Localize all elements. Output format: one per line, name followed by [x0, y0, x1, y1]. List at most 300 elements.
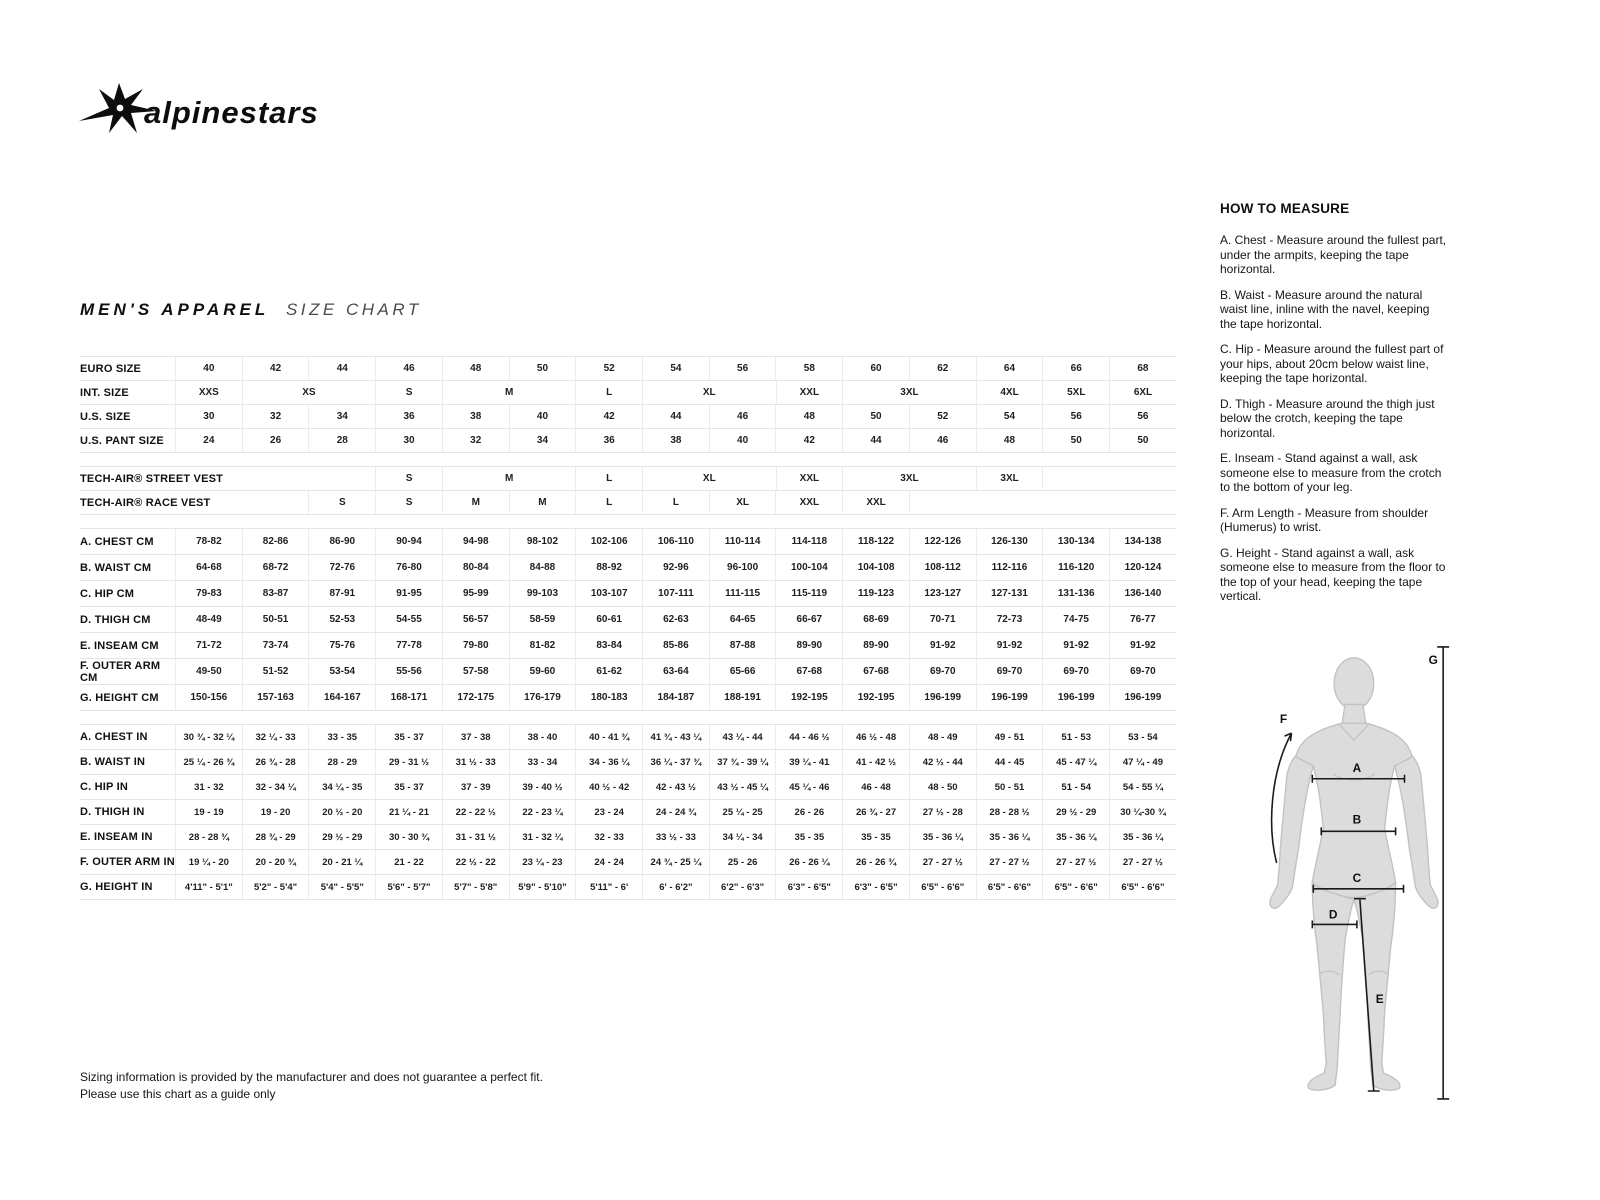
- size-cell: 42: [242, 357, 309, 380]
- title-primary: MEN'S APPAREL: [80, 300, 270, 319]
- size-cell: 37 - 39: [442, 775, 509, 799]
- size-cell: 36: [375, 405, 442, 428]
- size-cell: 53 - 54: [1109, 725, 1176, 749]
- size-cell: 60-61: [575, 607, 642, 632]
- size-cell: XXL: [776, 467, 843, 490]
- size-cell: 103-107: [575, 581, 642, 606]
- size-cell: 44: [642, 405, 709, 428]
- size-cell: 5'6" - 5'7": [375, 875, 442, 899]
- size-cell: 23 - 24: [575, 800, 642, 824]
- size-cell: 73-74: [242, 633, 309, 658]
- size-cell: 51 - 53: [1042, 725, 1109, 749]
- size-cell: 36: [575, 429, 642, 452]
- size-cell: L: [642, 491, 709, 514]
- size-cell: 32: [442, 429, 509, 452]
- size-cell: S: [375, 467, 442, 490]
- size-cell: 64-68: [175, 555, 242, 580]
- size-cell: 67-68: [842, 659, 909, 684]
- size-cell: 21 - 22: [375, 850, 442, 874]
- size-cell: 33 - 35: [308, 725, 375, 749]
- label-thigh: D: [1328, 907, 1338, 922]
- label-waist: B: [1352, 812, 1362, 827]
- size-cell: 42: [575, 405, 642, 428]
- size-cell: 35 - 35: [842, 825, 909, 849]
- size-cell: 25 - 26: [709, 850, 776, 874]
- measure-item: B. Waist - Measure around the natural waist line, inline with the navel, keeping the tape horizontal.: [1220, 287, 1430, 331]
- size-cell: 27 ½ - 28: [909, 800, 976, 824]
- size-cell: 87-91: [308, 581, 375, 606]
- size-cell: 114-118: [775, 529, 842, 554]
- row-label: D. THIGH IN: [80, 806, 145, 818]
- size-cell: 92-96: [642, 555, 709, 580]
- size-cell: 130-134: [1042, 529, 1109, 554]
- size-cell: 31 ½ - 33: [442, 750, 509, 774]
- size-cell: M: [442, 491, 509, 514]
- table-row: [80, 357, 1176, 381]
- size-cell: 27 - 27 ½: [909, 850, 976, 874]
- size-cell: 6'5" - 6'6": [909, 875, 976, 899]
- size-cell: 44: [308, 357, 375, 380]
- size-cell: M: [442, 381, 575, 404]
- size-cell: XXS: [175, 381, 242, 404]
- size-cell: 122-126: [909, 529, 976, 554]
- size-cell: 67-68: [775, 659, 842, 684]
- measure-item: C. Hip - Measure around the fullest part of your hips, about 20cm below waist line, keeping the tape horizontal.: [1220, 342, 1444, 385]
- size-cell: 35 - 35: [775, 825, 842, 849]
- size-cell: 26 - 26: [775, 800, 842, 824]
- size-cell: 5'7" - 5'8": [442, 875, 509, 899]
- size-cell: 80-84: [442, 555, 509, 580]
- size-cell: 29 - 31 ½: [375, 750, 442, 774]
- size-cell: 99-103: [509, 581, 576, 606]
- table-row: [80, 555, 1176, 581]
- size-cell: 50: [509, 357, 576, 380]
- size-cell: 35 - 36 ¼: [1109, 825, 1176, 849]
- size-cell: 30 ¼-30 ¾: [1109, 800, 1176, 824]
- row-label: B. WAIST CM: [80, 561, 152, 574]
- size-cell: 6'2" - 6'3": [709, 875, 776, 899]
- size-cell: 43 ¼ - 44: [709, 725, 776, 749]
- size-cell: 53-54: [308, 659, 375, 684]
- size-cell: 20 - 21 ¼: [308, 850, 375, 874]
- size-cell: 35 - 36 ¼: [909, 825, 976, 849]
- size-cell: 28 - 28 ¾: [175, 825, 242, 849]
- table-row: [80, 429, 1176, 453]
- size-cell: 196-199: [909, 685, 976, 710]
- size-cell: 26 - 26 ¾: [842, 850, 909, 874]
- size-cell: 50-51: [242, 607, 309, 632]
- size-cell: XS: [242, 381, 375, 404]
- size-cell: 184-187: [642, 685, 709, 710]
- size-cell: 44 - 46 ½: [775, 725, 842, 749]
- size-cell: 72-76: [308, 555, 375, 580]
- size-cell: 40 ½ - 42: [575, 775, 642, 799]
- size-cell: [1042, 467, 1175, 490]
- table-row: [80, 875, 1176, 900]
- size-cell: 34: [308, 405, 375, 428]
- size-cell: 24 ¾ - 25 ¼: [642, 850, 709, 874]
- size-cell: 196-199: [1109, 685, 1176, 710]
- size-cell: 61-62: [575, 659, 642, 684]
- size-cell: 46 ½ - 48: [842, 725, 909, 749]
- size-cell: 123-127: [909, 581, 976, 606]
- size-cell: 89-90: [842, 633, 909, 658]
- size-cell: 68-69: [842, 607, 909, 632]
- size-cell: 28: [308, 429, 375, 452]
- size-cell: 192-195: [775, 685, 842, 710]
- size-cell: 24 - 24: [575, 850, 642, 874]
- size-cell: 33 - 34: [509, 750, 576, 774]
- size-cell: 83-84: [575, 633, 642, 658]
- size-cell: 54 - 55 ¼: [1109, 775, 1176, 799]
- size-cell: 56-57: [442, 607, 509, 632]
- table-section-sizes: [80, 356, 1176, 453]
- size-cell: 54: [976, 405, 1043, 428]
- size-cell: 30: [375, 429, 442, 452]
- size-cell: 69-70: [1109, 659, 1176, 684]
- size-cell: 45 - 47 ¼: [1042, 750, 1109, 774]
- row-label: TECH-AIR® RACE VEST: [80, 496, 211, 509]
- alpinestars-logo: [78, 80, 358, 142]
- size-cell: S: [375, 381, 442, 404]
- size-cell: 91-92: [1109, 633, 1176, 658]
- size-cell: 77-78: [375, 633, 442, 658]
- label-arm: F: [1279, 712, 1288, 727]
- row-label: F. OUTER ARM IN: [80, 856, 175, 868]
- size-cell: 36 ¼ - 37 ¾: [642, 750, 709, 774]
- size-cell: 26 ¾ - 28: [242, 750, 309, 774]
- measure-panel: [1220, 201, 1448, 615]
- size-cell: 68: [1109, 357, 1176, 380]
- label-inseam: E: [1375, 991, 1384, 1006]
- size-cell: 90-94: [375, 529, 442, 554]
- table-section-in: [80, 724, 1176, 900]
- size-cell: 3XL: [976, 467, 1043, 490]
- size-cell: 102-106: [575, 529, 642, 554]
- size-cell: 196-199: [976, 685, 1043, 710]
- size-cell: 89-90: [775, 633, 842, 658]
- size-cell: 126-130: [976, 529, 1043, 554]
- size-cell: 34 - 36 ¼: [575, 750, 642, 774]
- size-cell: 6'3" - 6'5": [775, 875, 842, 899]
- size-cell: 116-120: [1042, 555, 1109, 580]
- table-row: [80, 725, 1176, 750]
- row-label: A. CHEST CM: [80, 535, 154, 548]
- table-row: [80, 607, 1176, 633]
- size-cell: 69-70: [1042, 659, 1109, 684]
- size-cell: 72-73: [976, 607, 1043, 632]
- size-cell: 34 ¼ - 35: [308, 775, 375, 799]
- row-label: TECH-AIR® STREET VEST: [80, 472, 224, 485]
- size-cell: 46: [709, 405, 776, 428]
- measure-item: D. Thigh - Measure around the thigh just below the crotch, keeping the tape horizontal.: [1220, 396, 1435, 440]
- row-label: EURO SIZE: [80, 362, 142, 375]
- size-cell: 48: [442, 357, 509, 380]
- size-cell: 59-60: [509, 659, 576, 684]
- size-cell: 26 ¾ - 27: [842, 800, 909, 824]
- size-cell: 56: [1109, 405, 1176, 428]
- size-cell: 66: [1042, 357, 1109, 380]
- size-cell: 6XL: [1109, 381, 1176, 404]
- row-label: D. THIGH CM: [80, 613, 151, 626]
- size-cell: 28 ¾ - 29: [242, 825, 309, 849]
- size-cell: 62-63: [642, 607, 709, 632]
- size-cell: 104-108: [842, 555, 909, 580]
- size-cell: 85-86: [642, 633, 709, 658]
- table-section-tech_air: [80, 466, 1176, 515]
- size-cell: 50 - 51: [976, 775, 1043, 799]
- size-cell: 79-80: [442, 633, 509, 658]
- size-cell: 22 - 22 ½: [442, 800, 509, 824]
- logo-graphic: [78, 80, 358, 142]
- size-cell: 40: [509, 405, 576, 428]
- size-cell: 86-90: [308, 529, 375, 554]
- size-cell: 46: [909, 429, 976, 452]
- size-cell: 76-77: [1109, 607, 1176, 632]
- size-cell: 69-70: [909, 659, 976, 684]
- size-cell: 48: [976, 429, 1043, 452]
- size-cell: XXL: [776, 381, 843, 404]
- table-row: [80, 750, 1176, 775]
- table-row: [80, 581, 1176, 607]
- row-label: U.S. SIZE: [80, 410, 131, 423]
- row-label: B. WAIST IN: [80, 756, 146, 768]
- size-cell: 6'5" - 6'6": [1109, 875, 1176, 899]
- size-cell: M: [442, 467, 575, 490]
- size-cell: 98-102: [509, 529, 576, 554]
- size-cell: 3XL: [842, 381, 975, 404]
- size-cell: 94-98: [442, 529, 509, 554]
- table-row: [80, 529, 1176, 555]
- table-row: [80, 467, 1176, 491]
- size-cell: 150-156: [175, 685, 242, 710]
- size-cell: 4'11" - 5'1": [175, 875, 242, 899]
- size-cell: 107-111: [642, 581, 709, 606]
- table-row: [80, 775, 1176, 800]
- size-cell: 42: [775, 429, 842, 452]
- size-cell: 172-175: [442, 685, 509, 710]
- size-cell: 70-71: [909, 607, 976, 632]
- size-cell: XL: [642, 381, 775, 404]
- size-cell: 81-82: [509, 633, 576, 658]
- size-cell: 34: [509, 429, 576, 452]
- measure-heading: HOW TO MEASURE: [1220, 201, 1350, 216]
- measure-item: F. Arm Length - Measure from shoulder (Humerus) to wrist.: [1220, 505, 1429, 534]
- size-cell: 35 - 36 ¼: [976, 825, 1043, 849]
- size-cell: 131-136: [1042, 581, 1109, 606]
- size-cell: 30: [175, 405, 242, 428]
- size-cell: 64-65: [709, 607, 776, 632]
- size-cell: 91-92: [909, 633, 976, 658]
- footer-note: [80, 1069, 543, 1103]
- size-cell: 5'9" - 5'10": [509, 875, 576, 899]
- size-cell: 66-67: [775, 607, 842, 632]
- size-cell: S: [375, 491, 442, 514]
- size-cell: 26: [242, 429, 309, 452]
- size-cell: 52-53: [308, 607, 375, 632]
- size-cell: 31 - 32: [175, 775, 242, 799]
- row-label: G. HEIGHT CM: [80, 691, 159, 704]
- size-cell: 46 - 48: [842, 775, 909, 799]
- table-row: [80, 825, 1176, 850]
- size-cell: 6' - 6'2": [642, 875, 709, 899]
- size-cell: 48-49: [175, 607, 242, 632]
- size-cell: 29 ½ - 29: [1042, 800, 1109, 824]
- size-cell: 188-191: [709, 685, 776, 710]
- size-cell: 112-116: [976, 555, 1043, 580]
- size-cell: 26 - 26 ¼: [775, 850, 842, 874]
- measure-items: [1220, 233, 1448, 604]
- table-row: [80, 405, 1176, 429]
- size-cell: 58: [775, 357, 842, 380]
- size-cell: 56: [709, 357, 776, 380]
- size-cell: 51-52: [242, 659, 309, 684]
- size-cell: 39 ¼ - 41: [775, 750, 842, 774]
- size-cell: 22 ½ - 22: [442, 850, 509, 874]
- size-cell: 6'5" - 6'6": [1042, 875, 1109, 899]
- size-cell: 48 - 49: [909, 725, 976, 749]
- size-cell: 84-88: [509, 555, 576, 580]
- size-cell: 21 ¼ - 21: [375, 800, 442, 824]
- table-section-cm: [80, 528, 1176, 711]
- size-cell: 30 ¾ - 32 ¼: [175, 725, 242, 749]
- size-cell: 24 - 24 ¾: [642, 800, 709, 824]
- size-cell: 134-138: [1109, 529, 1176, 554]
- size-table: [80, 356, 1176, 913]
- size-cell: 22 - 23 ¼: [509, 800, 576, 824]
- size-cell: 42 ½ - 44: [909, 750, 976, 774]
- size-cell: 68-72: [242, 555, 309, 580]
- size-cell: 35 - 37: [375, 775, 442, 799]
- size-cell: 196-199: [1042, 685, 1109, 710]
- size-cell: 51 - 54: [1042, 775, 1109, 799]
- size-cell: L: [575, 381, 642, 404]
- size-cell: 118-122: [842, 529, 909, 554]
- size-cell: 42 - 43 ½: [642, 775, 709, 799]
- size-cell: 62: [909, 357, 976, 380]
- size-cell: 40 - 41 ¾: [575, 725, 642, 749]
- size-cell: 91-92: [1042, 633, 1109, 658]
- row-label: INT. SIZE: [80, 386, 129, 399]
- measure-item: A. Chest - Measure around the fullest part, under the armpits, keeping the tape horizontal.: [1220, 233, 1447, 276]
- size-cell: 39 - 40 ½: [509, 775, 576, 799]
- size-cell: 54-55: [375, 607, 442, 632]
- size-cell: 5'11" - 6': [575, 875, 642, 899]
- size-cell: 3XL: [842, 467, 975, 490]
- size-cell: 44: [842, 429, 909, 452]
- table-row: [80, 491, 1176, 515]
- row-label: F. OUTER ARM CM: [80, 659, 161, 684]
- size-cell: 64: [976, 357, 1043, 380]
- size-cell: 20 ½ - 20: [308, 800, 375, 824]
- label-chest: A: [1352, 760, 1362, 775]
- size-cell: 50: [1109, 429, 1176, 452]
- size-cell: 60: [842, 357, 909, 380]
- size-cell: 106-110: [642, 529, 709, 554]
- size-cell: XXL: [775, 491, 842, 514]
- size-cell: [175, 467, 375, 490]
- size-cell: 63-64: [642, 659, 709, 684]
- size-cell: 29 ½ - 29: [308, 825, 375, 849]
- size-cell: XXL: [842, 491, 909, 514]
- size-cell: 25 ¼ - 26 ¾: [175, 750, 242, 774]
- size-cell: 168-171: [375, 685, 442, 710]
- size-cell: 56: [1042, 405, 1109, 428]
- measure-item: E. Inseam - Stand against a wall, ask someone else to measure from the crotch to the bottom of your leg.: [1220, 451, 1442, 494]
- size-cell: 48: [775, 405, 842, 428]
- size-cell: 32 - 33: [575, 825, 642, 849]
- size-cell: 88-92: [575, 555, 642, 580]
- size-cell: 5'4" - 5'5": [308, 875, 375, 899]
- size-cell: 35 - 37: [375, 725, 442, 749]
- size-cell: 38: [642, 429, 709, 452]
- size-cell: 54: [642, 357, 709, 380]
- table-row: [80, 381, 1176, 405]
- size-cell: 120-124: [1109, 555, 1176, 580]
- size-cell: 119-123: [842, 581, 909, 606]
- size-cell: 136-140: [1109, 581, 1176, 606]
- size-cell: 96-100: [709, 555, 776, 580]
- row-label: G. HEIGHT IN: [80, 881, 153, 893]
- size-cell: 31 - 31 ½: [442, 825, 509, 849]
- size-cell: 49-50: [175, 659, 242, 684]
- size-cell: 27 - 27 ½: [976, 850, 1043, 874]
- size-cell: 6'3" - 6'5": [842, 875, 909, 899]
- size-cell: 95-99: [442, 581, 509, 606]
- size-cell: 44 - 45: [976, 750, 1043, 774]
- size-cell: 38 - 40: [509, 725, 576, 749]
- table-row: [80, 850, 1176, 875]
- size-cell: S: [308, 491, 375, 514]
- size-cell: 65-66: [709, 659, 776, 684]
- size-cell: 76-80: [375, 555, 442, 580]
- size-cell: 79-83: [175, 581, 242, 606]
- size-cell: 74-75: [1042, 607, 1109, 632]
- size-cell: 25 ¼ - 25: [709, 800, 776, 824]
- size-cell: 58-59: [509, 607, 576, 632]
- size-cell: 40: [709, 429, 776, 452]
- size-cell: 91-95: [375, 581, 442, 606]
- size-cell: 37 - 38: [442, 725, 509, 749]
- size-cell: 31 - 32 ¼: [509, 825, 576, 849]
- size-cell: 20 - 20 ¾: [242, 850, 309, 874]
- size-cell: 19 ¼ - 20: [175, 850, 242, 874]
- size-cell: 100-104: [775, 555, 842, 580]
- size-cell: 45 ¼ - 46: [775, 775, 842, 799]
- row-label: C. HIP CM: [80, 587, 135, 600]
- size-cell: 32: [242, 405, 309, 428]
- size-cell: 28 - 29: [308, 750, 375, 774]
- size-cell: M: [509, 491, 576, 514]
- table-row: [80, 685, 1176, 711]
- size-cell: 5'2" - 5'4": [242, 875, 309, 899]
- label-height: G: [1428, 652, 1438, 667]
- table-row: [80, 659, 1176, 685]
- size-cell: 32 ¼ - 33: [242, 725, 309, 749]
- measure-item: G. Height - Stand against a wall, ask someone else to measure from the floor to the top of your head, keeping the tape vertical.: [1220, 545, 1446, 603]
- size-cell: 4XL: [976, 381, 1043, 404]
- row-label: U.S. PANT SIZE: [80, 434, 164, 447]
- size-cell: 192-195: [842, 685, 909, 710]
- row-label: C. HIP IN: [80, 781, 129, 793]
- size-cell: 6'5" - 6'6": [976, 875, 1043, 899]
- size-cell: 19 - 19: [175, 800, 242, 824]
- row-label: E. INSEAM IN: [80, 831, 153, 843]
- size-cell: 41 ¾ - 43 ¼: [642, 725, 709, 749]
- size-cell: 52: [575, 357, 642, 380]
- size-cell: 5XL: [1042, 381, 1109, 404]
- size-cell: 30 - 30 ¾: [375, 825, 442, 849]
